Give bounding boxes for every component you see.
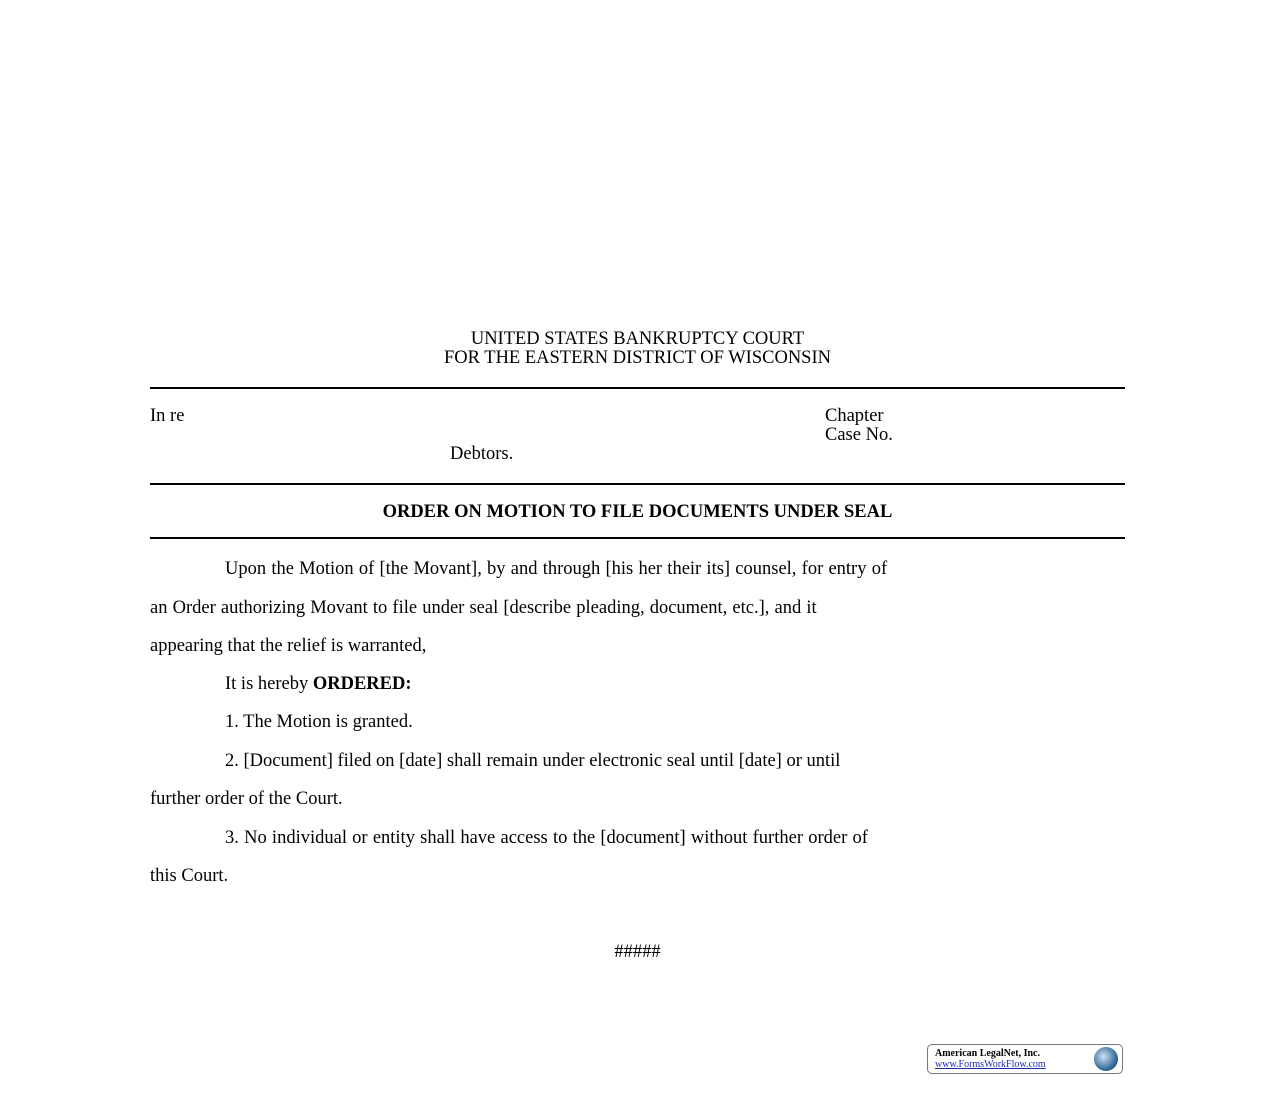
order-item-3-line-1: 3. No individual or entity shall have access to the [document] without further order of [225,828,868,848]
case-no-label: Case No. [825,425,893,445]
logo-company-name: American LegalNet, Inc. [935,1048,1040,1059]
order-item-3-line-2: this Court. [150,866,229,886]
order-item-2-line-2: further order of the Court. [150,789,343,809]
globe-icon [1094,1047,1118,1071]
order-item-1: 1. The Motion is granted. [225,712,413,732]
order-item-2-line-1: 2. [Document] filed on [date] shall remain under electronic seal until [date] or until [225,751,841,771]
ordered-clause [225,673,412,695]
document-title: ORDER ON MOTION TO FILE DOCUMENTS UNDER SEAL [382,502,893,522]
debtors-label: Debtors. [450,444,514,464]
paragraph-1-line-3: appearing that the relief is warranted, [150,636,427,656]
divider-middle [150,483,1125,485]
divider-bottom [150,537,1125,539]
ordered-prefix: It is hereby [225,674,313,694]
chapter-label: Chapter [825,406,884,426]
in-re-label: In re [150,406,185,426]
american-legalnet-logo[interactable] [927,1044,1123,1074]
court-name: UNITED STATES BANKRUPTCY COURT [470,329,805,349]
court-district: FOR THE EASTERN DISTRICT OF WISCONSIN [443,348,831,368]
ordered-bold: ORDERED: [312,674,412,694]
paragraph-1-line-1: Upon the Motion of [the Movant], by and through [his her their its] counsel, for entry of [225,559,888,579]
end-mark: ##### [614,942,661,962]
paragraph-1-line-2: an Order authorizing Movant to file under seal [describe pleading, document, etc.], and it [150,598,817,618]
divider-top [150,387,1125,389]
logo-url-link[interactable]: www.FormsWorkFlow.com [935,1059,1046,1070]
